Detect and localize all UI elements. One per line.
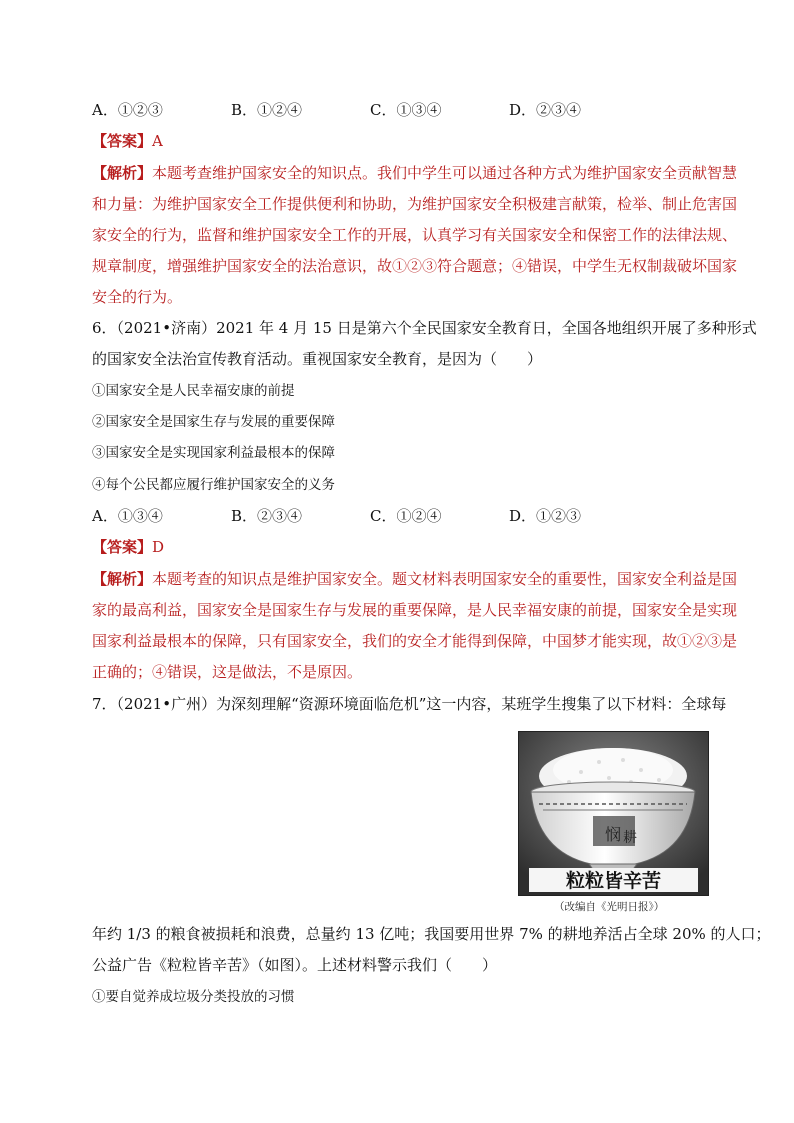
q6-answer: [92, 537, 164, 557]
q6-analysis-line-2: 家的最高利益，国家安全是国家生存与发展的重要保障，是人民幸福安康的前提，国家安全是实现: [92, 601, 738, 619]
q7-stem-line-3: 公益广告《粒粒皆辛苦》（如图）。上述材料警示我们（ ）: [92, 956, 498, 974]
q6-stem-line-1: 6．（2021•济南）2021 年 4 月 15 日是第六个全民国家安全教育日，全国各地组织开展了多种形式: [92, 319, 757, 337]
answer-value: D: [152, 538, 165, 556]
q7-stem-line-2: 年约 1/3 的粮食被损耗和浪费，总量约 13 亿吨；我国要用世界 7% 的耕地养活占全球 20% 的人口；: [92, 925, 771, 943]
q6-statement-3: ③国家安全是实现国家利益最根本的保障: [92, 445, 335, 461]
q5-analysis-line-1: [92, 163, 737, 183]
q5-analysis-line-3: 家安全的行为，监督和维护国家安全工作的开展，认真学习有关国家安全和保密工作的法律法规、: [92, 226, 738, 244]
answer-tag: 【答案】: [92, 538, 153, 556]
bowl-calligraphy-1: 悯: [605, 825, 622, 844]
q6-analysis-line-4: 正确的；④错误，这是做法，不是原因。: [92, 663, 363, 681]
q6-statement-4: ④每个公民都应履行维护国家安全的义务: [92, 477, 335, 493]
q6-option-c: C．①②④: [370, 507, 442, 525]
answer-tag: 【答案】: [92, 132, 153, 150]
q7-statement-1: ①要自觉养成垃圾分类投放的习惯: [92, 989, 295, 1005]
q5-option-b: B．①②④: [231, 101, 303, 119]
poster-banner-text: 粒粒皆辛苦: [565, 870, 662, 892]
q6-analysis-line-1: [92, 569, 737, 589]
q5-option-d: D．②③④: [509, 101, 582, 119]
q6-analysis-line-3: 国家利益最根本的保障，只有国家安全，我们的安全才能得到保障，中国梦才能实现，故①②③是: [92, 632, 738, 650]
q5-analysis-line-5: 安全的行为。: [92, 288, 183, 306]
q6-stem-line-2: 的国家安全法治宣传教育活动。重视国家安全教育，是因为（ ）: [92, 350, 543, 368]
q7-stem-line-1: 7．（2021•广州）为深刻理解“资源环境面临危机”这一内容，某班学生搜集了以下材料：全球每: [92, 695, 727, 713]
analysis-text: 本题考查维护国家安全的知识点。我们中学生可以通过各种方式为维护国家安全贡献智慧: [152, 164, 738, 182]
q5-analysis-line-4: 规章制度，增强维护国家安全的法治意识，故①②③符合题意；④错误，中学生无权制裁破坏国家: [92, 257, 738, 275]
bowl-calligraphy-2: 耕: [623, 830, 637, 846]
q5-option-a: A．①②③: [92, 101, 163, 119]
q6-statement-1: ①国家安全是人民幸福安康的前提: [92, 383, 295, 399]
analysis-tag: 【解析】: [92, 570, 153, 588]
figure-caption: （改编自《光明日报》）: [554, 901, 665, 913]
q6-option-a: A．①③④: [92, 507, 163, 525]
q6-option-d: D．①②③: [509, 507, 582, 525]
answer-value: A: [152, 132, 163, 150]
analysis-text: 本题考查的知识点是维护国家安全。题文材料表明国家安全的重要性，国家安全利益是国: [152, 570, 738, 588]
q5-analysis-line-2: 和力量：为维护国家安全工作提供便利和协助，为维护国家安全积极建言献策，检举、制止危害国: [92, 195, 738, 213]
analysis-tag: 【解析】: [92, 164, 153, 182]
rice-bowl-illustration: [519, 732, 708, 895]
q6-option-b: B．②③④: [231, 507, 303, 525]
q5-answer: [92, 131, 163, 151]
q5-option-c: C．①③④: [370, 101, 442, 119]
q6-statement-2: ②国家安全是国家生存与发展的重要保障: [92, 414, 335, 430]
rice-bowl-poster: [518, 731, 709, 896]
